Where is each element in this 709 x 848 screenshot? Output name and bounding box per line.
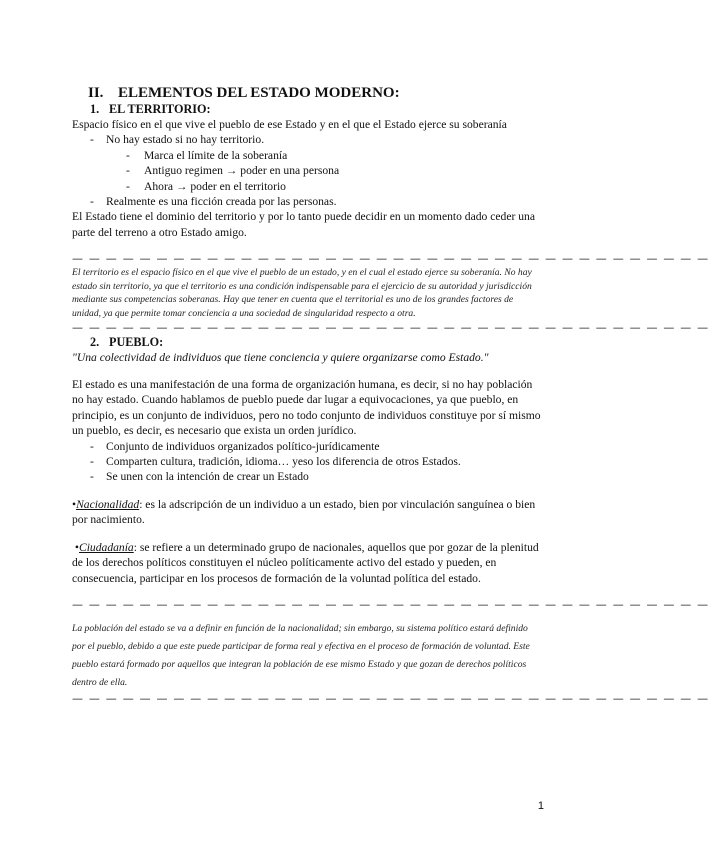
pueblo-quote: "Una colectividad de individuos que tiene conciencia y quiere organizarse como Estado." <box>72 350 489 364</box>
ciudadania-text: : se refiere a un determinado grupo de nacionales, aquellos que por gozar de la plenitud de los derechos políticos constituyen el núcleo políticamente activo del estado y pueden, en consecuencia, participar en los procesos de formación de la voluntad política del estado. <box>72 540 539 585</box>
ciudadania-definition <box>72 540 542 586</box>
pueblo-paragraph: El estado es una manifestación de una forma de organización humana, es decir, si no hay población no hay estado. Cuando hablamos de pueblo puede dar lugar a equivocaciones, ya que pueblo, en principio, es un conjunto de individuos, pero no todo conjunto de individuos constituye por sí mismo un pueblo, es decir, es necesario que exista un orden jurídico. <box>72 378 541 438</box>
document-page <box>72 84 709 706</box>
nacionalidad-definition <box>72 497 542 528</box>
bullet-dot: • <box>74 540 79 554</box>
territorio-sub-item: - Antiguo regimen → poder en una persona <box>72 163 542 178</box>
section-number: II. <box>88 85 104 101</box>
territorio-list <box>72 132 542 147</box>
territorio-closing: El Estado tiene el dominio del territorio y por lo tanto puede decidir en un momento dado ceder una parte del terreno a otro Estado amigo. <box>72 210 535 239</box>
territorio-sub-item: - Marca el límite de la soberanía <box>72 148 542 163</box>
section-heading <box>88 84 542 102</box>
territorio-note: El territorio es el espacio físico en el que vive el pueblo de un estado, y en el cual el estado ejerce su soberanía. No hay estado sin territorio, ya que el territorio es una condición indispensable para el ejercicio de su autoridad y jurisdicción mediante sus competencias soberanas. Hay que tener en cuenta que el territorial es uno de los grandes factores de unidad, ya que permite tomar conciencia a una sociedad de singularidad respecto a otra. <box>72 267 532 320</box>
ciudadania-term: Ciudadanía <box>78 540 134 554</box>
territorio-sub-item: - Ahora → poder en el territorio <box>72 179 542 194</box>
territorio-sublist <box>72 148 542 194</box>
separator-line: — — — — — — — — — — — — — — — — — — — — — — — — — — — — — — — — — — — — — — <box>72 691 709 705</box>
pueblo-bullet: - Comparten cultura, tradición, idioma… yeso los diferencia de otros Estados. <box>72 454 542 469</box>
pueblo-list <box>72 439 542 485</box>
territorio-bullet-2: - Realmente es una ficción creada por las personas. <box>72 194 542 209</box>
page-number: 1 <box>537 800 544 812</box>
territorio-intro: Espacio físico en el que vive el pueblo de ese Estado y en el que el Estado ejerce su soberanía <box>72 118 507 131</box>
separator-line: — — — — — — — — — — — — — — — — — — — — — — — — — — — — — — — — — — — — — — <box>72 597 709 611</box>
territorio-title: EL TERRITORIO: <box>109 102 211 116</box>
territorio-number: 1. <box>90 102 100 116</box>
pueblo-bullet: - Conjunto de individuos organizados político-jurídicamente <box>72 439 542 454</box>
territorio-heading <box>90 102 542 117</box>
nacionalidad-text: : es la adscripción de un individuo a un estado, bien por vinculación sanguínea o bien por nacimiento. <box>72 497 536 527</box>
bullet-dot: • <box>72 497 77 511</box>
territorio-bullet-1: - No hay estado si no hay territorio. <box>72 132 542 147</box>
pueblo-heading <box>90 335 542 350</box>
pueblo-title: PUEBLO: <box>109 334 164 349</box>
pueblo-note: La población del estado se va a definir en función de la nacionalidad; sin embargo, su sistema político estará definido por el pueblo, debido a que este puede participar de forma real y efectiva en el proceso de formación de voluntad. Este pueblo estará formado por aquellos que integran la población de ese mismo Estado y que gozan de derechos políticos dentro de ella. <box>72 622 530 688</box>
separator-line: — — — — — — — — — — — — — — — — — — — — — — — — — — — — — — — — — — — — — — <box>72 252 709 266</box>
pueblo-number: 2. <box>90 334 100 349</box>
pueblo-bullet: - Se unen con la intención de crear un Estado <box>72 469 542 484</box>
section-title: ELEMENTOS DEL ESTADO MODERNO: <box>118 85 400 101</box>
separator-line: — — — — — — — — — — — — — — — — — — — — — — — — — — — — — — — — — — — — — — <box>72 320 709 334</box>
nacionalidad-term: Nacionalidad <box>76 497 140 511</box>
